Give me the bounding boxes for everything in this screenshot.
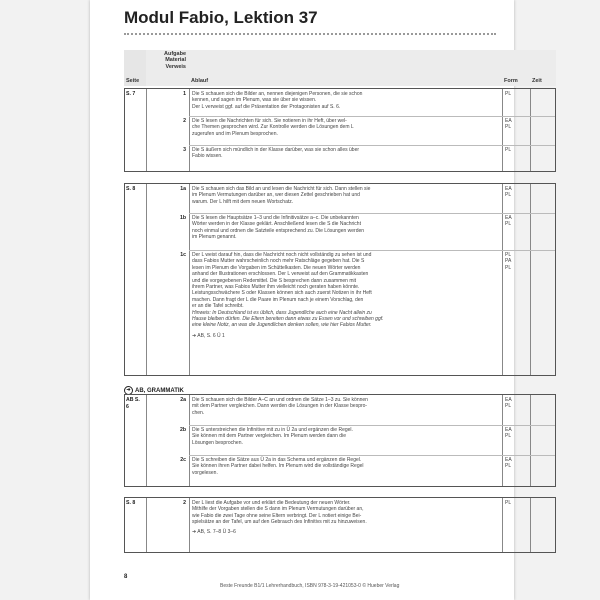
form-value: PL [505,500,512,506]
header-zeit: Zeit [529,50,556,86]
form-value: PL PA PL [505,252,512,271]
ablauf-text: Die S schauen sich das Bild an und lesen die Nachricht für sich. Dann stellen sie im Plenum Vermutungen darüber an, wer diesen Zettel geschrieben hat und warum. Der L hilft mit dem neuen Wortschatz. [192,186,371,205]
ablauf-text: Die S lesen die Nachrichten für sich. Sie notieren in ihr Heft, über wel- che Themen gesprochen wird. Zur Kontrolle werden die Lösungen dem L zugerufen und im Plenum besprochen. [192,118,354,137]
ablauf-text: Die S schauen sich die Bilder an, nennen diejenigen Personen, die sie schon kennen, und sagen im Plenum, was sie über sie wissen. Der L verweist ggf. auf die Präsentation der Protagonisten auf S. 6. [192,91,363,110]
form-value: EA PL [505,397,512,410]
seite-value: S. 8 [126,186,136,192]
table-row [125,250,555,377]
verweis-value: 2 [183,500,186,506]
lesson-block-3 [124,394,556,487]
seite-value: AB S. 6 [126,397,140,410]
verweis-value: 3 [183,147,186,153]
seite-value: S. 8 [126,500,136,506]
table-row [125,498,555,554]
verweis-value: 1b [179,215,186,221]
header-aufgabe: Aufgabe Material Verweis [146,50,188,86]
grammar-heading: ➜ AB, GRAMMATIK [124,386,184,395]
form-value: EA PL [505,118,512,131]
ablauf-text: Die S schreiben die Sätze aus Ü 2a in das Schema und ergänzen die Regel. Sie können ihren Partner dabei helfen. Im Plenum wird die vollständige Regel vorgelesen. [192,457,364,476]
verweis-value: 1c [180,252,186,258]
arrow-right-icon: ➜ [124,386,133,395]
ablauf-text: Die S lesen die Hauptsätze 1–3 und die Infinitivsätze a–c. Die unbekannten Wörter werden in der Klasse geklärt. Anschließend lesen die S die Nachricht noch einmal und ordnen die Satzteile entsprechend zu. Die Lösungen werden im Plenum genannt. [192,215,365,241]
workbook-reference: ➜ AB, S. 7–8 Ü 3–6 [192,528,236,535]
footer-credit: Beste Freunde B1/1 Lehrerhandbuch, ISBN 978-3-19-421053-0 © Hueber Verlag [220,583,400,589]
hinweis-note: Hinweis: In Deutschland ist es üblich, dass Jugendliche auch eine Nacht allein zu Hause bleiben dürfen. Die Eltern bereiten dann etwas zu Essen vor und schreiben ggf. eine kleine Notiz, an was die Jugendlichen denken sollen, wie hier Fabios Mutter. [192,309,384,329]
verweis-value: 1 [183,91,186,97]
table-row [125,213,555,250]
ablauf-text: Die S äußern sich mündlich in der Klasse darüber, was sie schon alles über Fabio wissen. [192,147,360,160]
ablauf-text: Die S unterstreichen die Infinitive mit zu in Ü 2a und ergänzen die Regel. Sie können mit dem Partner vergleichen. Im Plenum werden dann die Lösungen besprochen. [192,427,353,446]
table-row [125,425,555,455]
header-seite: Seite [124,50,146,86]
verweis-value: 1a [180,186,186,192]
table-row [125,455,555,488]
page-title: Modul Fabio, Lektion 37 [124,8,318,27]
lesson-block-2 [124,183,556,376]
verweis-value: 2c [180,457,186,463]
lesson-block-4 [124,497,556,553]
verweis-value: 2 [183,118,186,124]
ablauf-text: Die S schauen sich die Bilder A–C an und ordnen die Sätze 1–3 zu. Sie können mit dem Partner vergleichen. Dann werden die Lösungen in der Klasse bespro- chen. [192,397,368,416]
ablauf-text: Der L liest die Aufgabe vor und erklärt die Bedeutung der neuen Wörter. Mithilfe der Vorgaben stellen die S dann im Plenum Vermutungen darüber an, wie Fabio die zwei Tage ohne seine Eltern verbringt. Der L notiert einige Bei- spielsätze an der Tafel, um auf den Gebrauch des Infinitivs mit zu hinzuweisen. ➜ AB, S. 7–8 Ü 3–6 [189,500,497,535]
form-value: EA PL [505,215,512,228]
table-row [125,184,555,213]
title-divider [124,33,496,35]
table-row [125,145,555,173]
verweis-value: 2b [179,427,186,433]
table-row [125,116,555,145]
form-value: EA PL [505,457,512,470]
form-value: EA PL [505,427,512,440]
workbook-reference: ➜ AB, S. 6 Ü 1 [192,332,225,339]
seite-value: S. 7 [126,91,136,97]
header-form: Form [501,50,529,86]
form-value: EA PL [505,186,512,199]
lesson-block-1 [124,88,556,172]
page-number: 8 [124,574,128,580]
form-value: PL [505,91,512,97]
form-value: PL [505,147,512,153]
verweis-value: 2a [180,397,186,403]
ablauf-text: Der L weist darauf hin, dass die Nachricht noch nicht vollständig zu sehen ist und dass Fabios Mutter wahrscheinlich noch mehr Ratschläge gegeben hat. Die S lesen im Plenum die Vorgaben im Schüttelkasten. Die neuen Wörter werden anhand der Illustrationen erschlossen. Der L verweist auf den Grammatikkasten und die vorgegebenen Redemittel. Die S besprechen dann zusammen mit ihrem Partner, was Fabios Mutter ihm vielleicht noch geraten haben könnte. Leistungsschwächere S oder Klassen können sich auch zuerst Notizen in ihr Heft machen. Dann fragt der L die Paare im Plenum nach je einem Vorschlag, den er an die Tafel schreibt. Hinweis: In Deutschland ist es üblich, dass Jugendliche auch eine Nacht allein zu Hause bleiben dürfen. Die Eltern bereiten dann etwas zu Essen vor und schreiben ggf. eine kleine Notiz, an was die Jugendlichen denken sollen, wie hier Fabios Mutter. ➜ AB, S. 6 Ü 1 [189,252,497,339]
header-ablauf: Ablauf [188,50,501,86]
table-row [125,395,555,425]
table-row [125,89,555,116]
document-page [90,0,542,600]
